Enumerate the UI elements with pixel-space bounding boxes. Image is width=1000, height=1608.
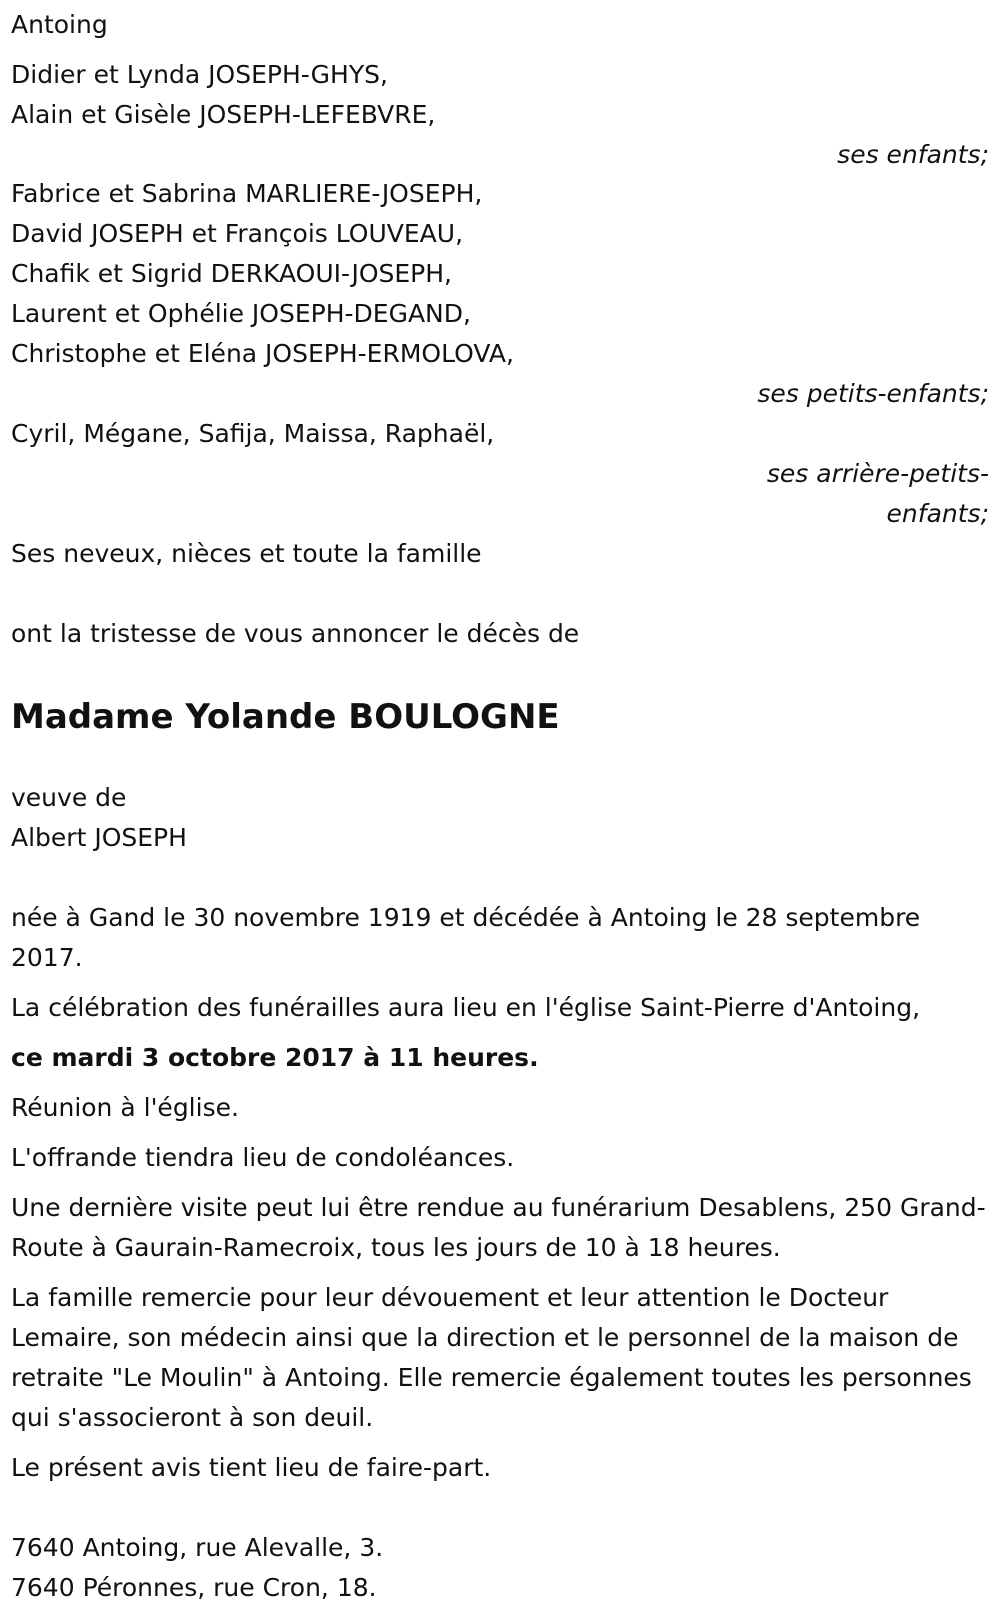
spouse-name: Albert JOSEPH <box>11 823 187 852</box>
addresses <box>11 1528 989 1608</box>
last-visit: Une dernière visite peut lui être rendue au funérarium Desablens, 250 Grand-Route à Gaurain-Ramecroix, tous les jours de 10 à 18 heures. <box>11 1193 986 1262</box>
ceremony: La célébration des funérailles aura lieu en l'église Saint-Pierre d'Antoing, <box>11 993 921 1022</box>
grandchildren-role: ses petits-enfants; <box>757 379 989 408</box>
children-line: Didier et Lynda JOSEPH-GHYS, <box>11 60 388 89</box>
address-line: 7640 Antoing, rue Alevalle, 3. <box>11 1533 384 1562</box>
announcement: ont la tristesse de vous annoncer le décès de <box>11 619 580 648</box>
grandchildren-line: David JOSEPH et François LOUVEAU, <box>11 219 464 248</box>
grandchildren-line: Chafik et Sigrid DERKAOUI-JOSEPH, <box>11 259 452 288</box>
deceased-name: Madame Yolande BOULOGNE <box>11 697 560 737</box>
widow-of-label: veuve de <box>11 783 127 812</box>
ceremony-date: ce mardi 3 octobre 2017 à 11 heures. <box>11 1043 539 1072</box>
children-role: ses enfants; <box>837 140 989 169</box>
meeting: Réunion à l'église. <box>11 1093 239 1122</box>
children-line: Alain et Gisèle JOSEPH-LEFEBVRE, <box>11 100 436 129</box>
great-grandchildren-role-cont: enfants; <box>886 499 989 528</box>
children-group <box>11 55 989 175</box>
notice: Le présent avis tient lieu de faire-part. <box>11 1453 492 1482</box>
grandchildren-line: Christophe et Eléna JOSEPH-ERMOLOVA, <box>11 339 514 368</box>
location: Antoing <box>11 10 108 39</box>
birth-death: née à Gand le 30 novembre 1919 et décédée à Antoing le 28 septembre 2017. <box>11 903 921 972</box>
grandchildren-line: Laurent et Ophélie JOSEPH-DEGAND, <box>11 299 471 328</box>
grandchildren-line: Fabrice et Sabrina MARLIERE-JOSEPH, <box>11 179 483 208</box>
grandchildren-group <box>11 174 989 414</box>
obituary-notice <box>11 5 989 1608</box>
address-line: 7640 Péronnes, rue Cron, 18. <box>11 1573 377 1602</box>
great-grandchildren-role: ses arrière-petits- <box>766 459 989 488</box>
offering: L'offrande tiendra lieu de condoléances. <box>11 1143 515 1172</box>
great-grandchildren-line: Cyril, Mégane, Safija, Maissa, Raphaël, <box>11 419 495 448</box>
family-line: Ses neveux, nièces et toute la famille <box>11 539 482 568</box>
thanks: La famille remercie pour leur dévouement et leur attention le Docteur Lemaire, son médecin ainsi que la direction et le personnel de la maison de retraite "Le Moulin" à Antoing. Elle remercie également toutes les personnes qui s'associeront à son deuil. <box>11 1283 972 1432</box>
great-grandchildren-group <box>11 414 989 534</box>
